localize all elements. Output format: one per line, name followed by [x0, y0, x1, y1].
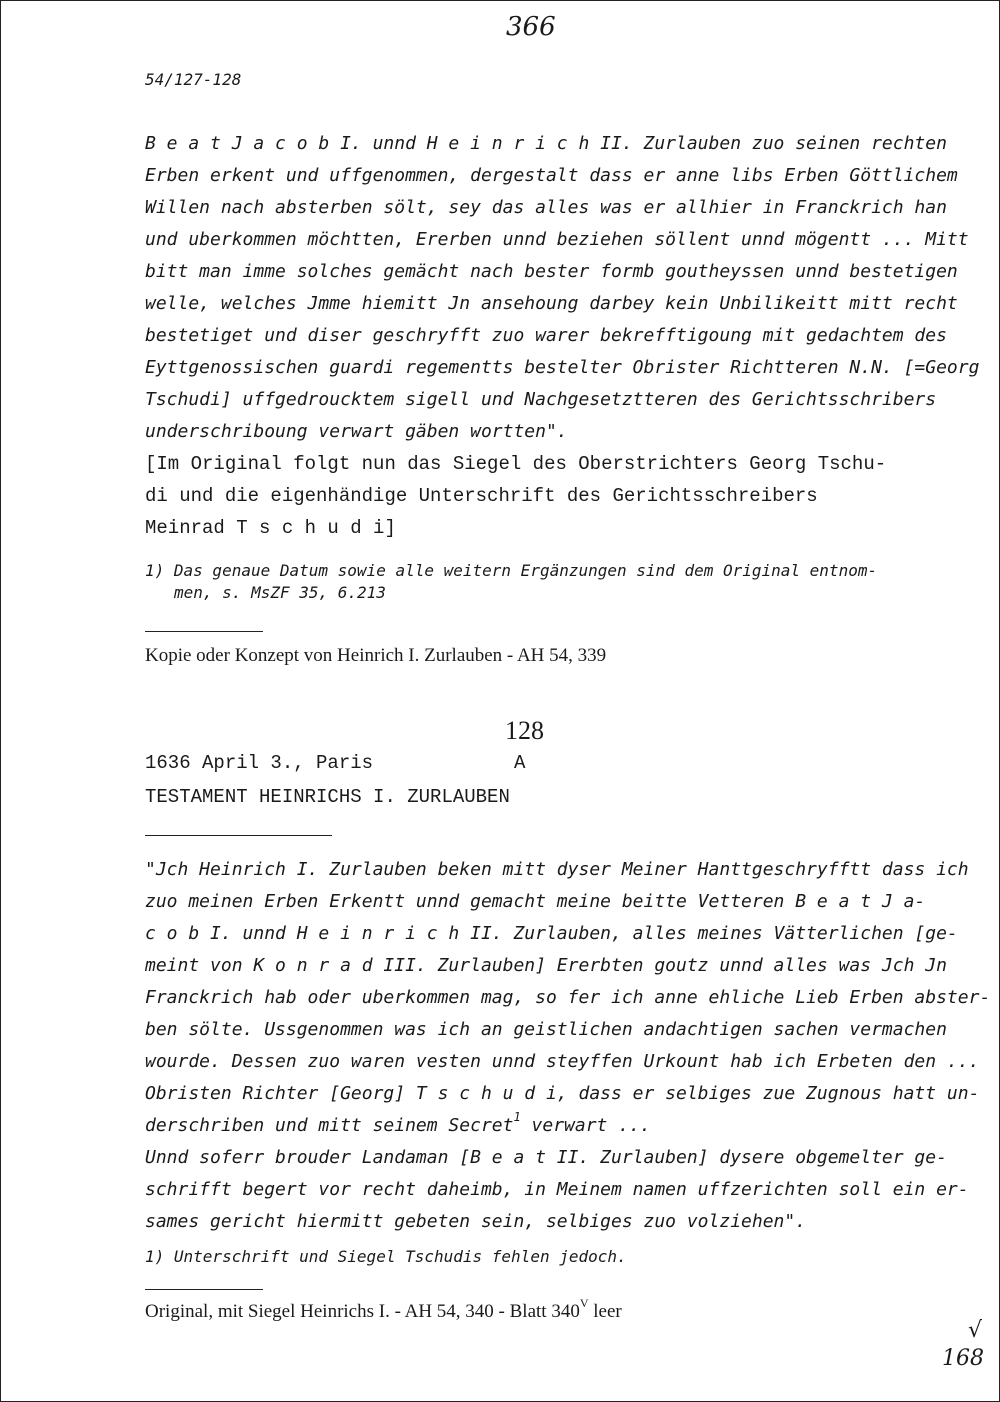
- divider: [145, 631, 263, 632]
- source-text: leer: [588, 1301, 622, 1322]
- text-line: ben sölte. Ussgenommen was ich an geistlichen andachtigen sachen vermachen: [145, 1019, 947, 1040]
- footnote-line: 1) Das genaue Datum sowie alle weitern Ergänzungen sind dem Original entnom-: [145, 561, 878, 580]
- doc127-source: Kopie oder Konzept von Heinrich I. Zurlauben - AH 54, 339: [145, 645, 607, 666]
- text-line: Franckrich hab oder uberkommen mag, so fer ich anne ehliche Lieb Erben abster-: [145, 987, 991, 1008]
- text-line: sames gericht hiermitt gebeten sein, selbiges zuo volziehen".: [145, 1211, 807, 1232]
- footnote-mark: 1: [513, 1110, 521, 1124]
- source-text: Original, mit Siegel Heinrichs I. - AH 54, 340 - Blatt 340: [145, 1301, 580, 1322]
- divider: [145, 1289, 263, 1290]
- text-line: bitt man imme solches gemächt nach bester formb goutheyssen unnd bestetigen: [145, 261, 958, 282]
- text-line: underschriboung verwart gäben wortten".: [145, 421, 568, 442]
- text-line: zuo meinen Erben Erkentt unnd gemacht meine beitte Vetteren B e a t J a-: [145, 891, 926, 912]
- document-title: TESTAMENT HEINRICHS I. ZURLAUBEN: [145, 786, 510, 808]
- text-line: Tschudi] uffgedroucktem sigell und Nachgesetztteren des Gerichtsschribers: [145, 389, 937, 410]
- text-segment: derschriben und mitt seinem Secret: [145, 1115, 514, 1136]
- text-line: welle, welches Jmme hiemitt Jn ansehoung darbey kein Unbilikeitt mitt recht: [145, 293, 958, 314]
- doc128-footnote: 1) Unterschrift und Siegel Tschudis fehlen jedoch.: [145, 1247, 627, 1266]
- text-line: Unnd soferr brouder Landaman [B e a t II. Zurlauben] dysere obgemelter ge-: [145, 1147, 947, 1168]
- doc128-source: [145, 1295, 622, 1323]
- text-line: meint von K o n r a d III. Zurlauben] Ererbten goutz unnd alles was Jch Jn: [145, 955, 947, 976]
- handwritten-page-number: 366: [506, 12, 556, 42]
- verso-mark: V: [579, 1295, 589, 1310]
- footnote-line: men, s. MsZF 35, 6.213: [174, 583, 386, 602]
- text-line: Erben erkent und uffgenommen, dergestalt dass er anne libs Erben Göttlichem: [145, 165, 958, 186]
- document-letter: A: [514, 752, 526, 774]
- document-date-place: 1636 April 3., Paris: [145, 752, 374, 774]
- handwritten-sheet-number: 168: [942, 1346, 984, 1371]
- text-line: Willen nach absterben sölt, sey das alles was er allhier in Franckrich han: [145, 197, 947, 218]
- text-line: Eyttgenossischen guardi regementts bestelter Obrister Richtteren N.N. [=Georg: [145, 357, 980, 378]
- document-number: 128: [505, 716, 544, 745]
- editorial-line: [Im Original folgt nun das Siegel des Oberstrichters Georg Tschu-: [145, 453, 887, 475]
- text-line: wourde. Dessen zuo waren vesten unnd steyffen Urkount hab ich Erbeten den ...: [145, 1051, 980, 1072]
- divider: [145, 835, 332, 836]
- text-line: bestetiget und diser geschryfft zuo warer bekrefftigoung mit gedachtem des: [145, 325, 947, 346]
- editorial-line: Meinrad T s c h u d i]: [145, 517, 396, 539]
- editorial-line: di und die eigenhändige Unterschrift des Gerichtsschreibers: [145, 485, 818, 507]
- text-line: c o b I. unnd H e i n r i c h II. Zurlauben, alles meines Vätterlichen [ge-: [145, 923, 958, 944]
- text-line: [145, 1110, 651, 1136]
- text-line: B e a t J a c o b I. unnd H e i n r i c h II. Zurlauben zuo seinen rechten: [145, 133, 947, 154]
- handwritten-check-mark: √: [968, 1318, 983, 1343]
- text-line: "Jch Heinrich I. Zurlauben beken mitt dyser Meiner Hanttgeschryfftt dass ich: [145, 859, 969, 880]
- text-segment: verwart ...: [520, 1115, 651, 1136]
- text-line: schrifft begert vor recht daheimb, in Meinem namen uffzerichten soll ein er-: [145, 1179, 969, 1200]
- text-line: und uberkommen möchtten, Ererben unnd beziehen söllent unnd mögentt ... Mitt: [145, 229, 969, 250]
- text-line: Obristen Richter [Georg] T s c h u d i, dass er selbiges zue Zugnous hatt un-: [145, 1083, 980, 1104]
- reference-number: 54/127-128: [145, 70, 242, 89]
